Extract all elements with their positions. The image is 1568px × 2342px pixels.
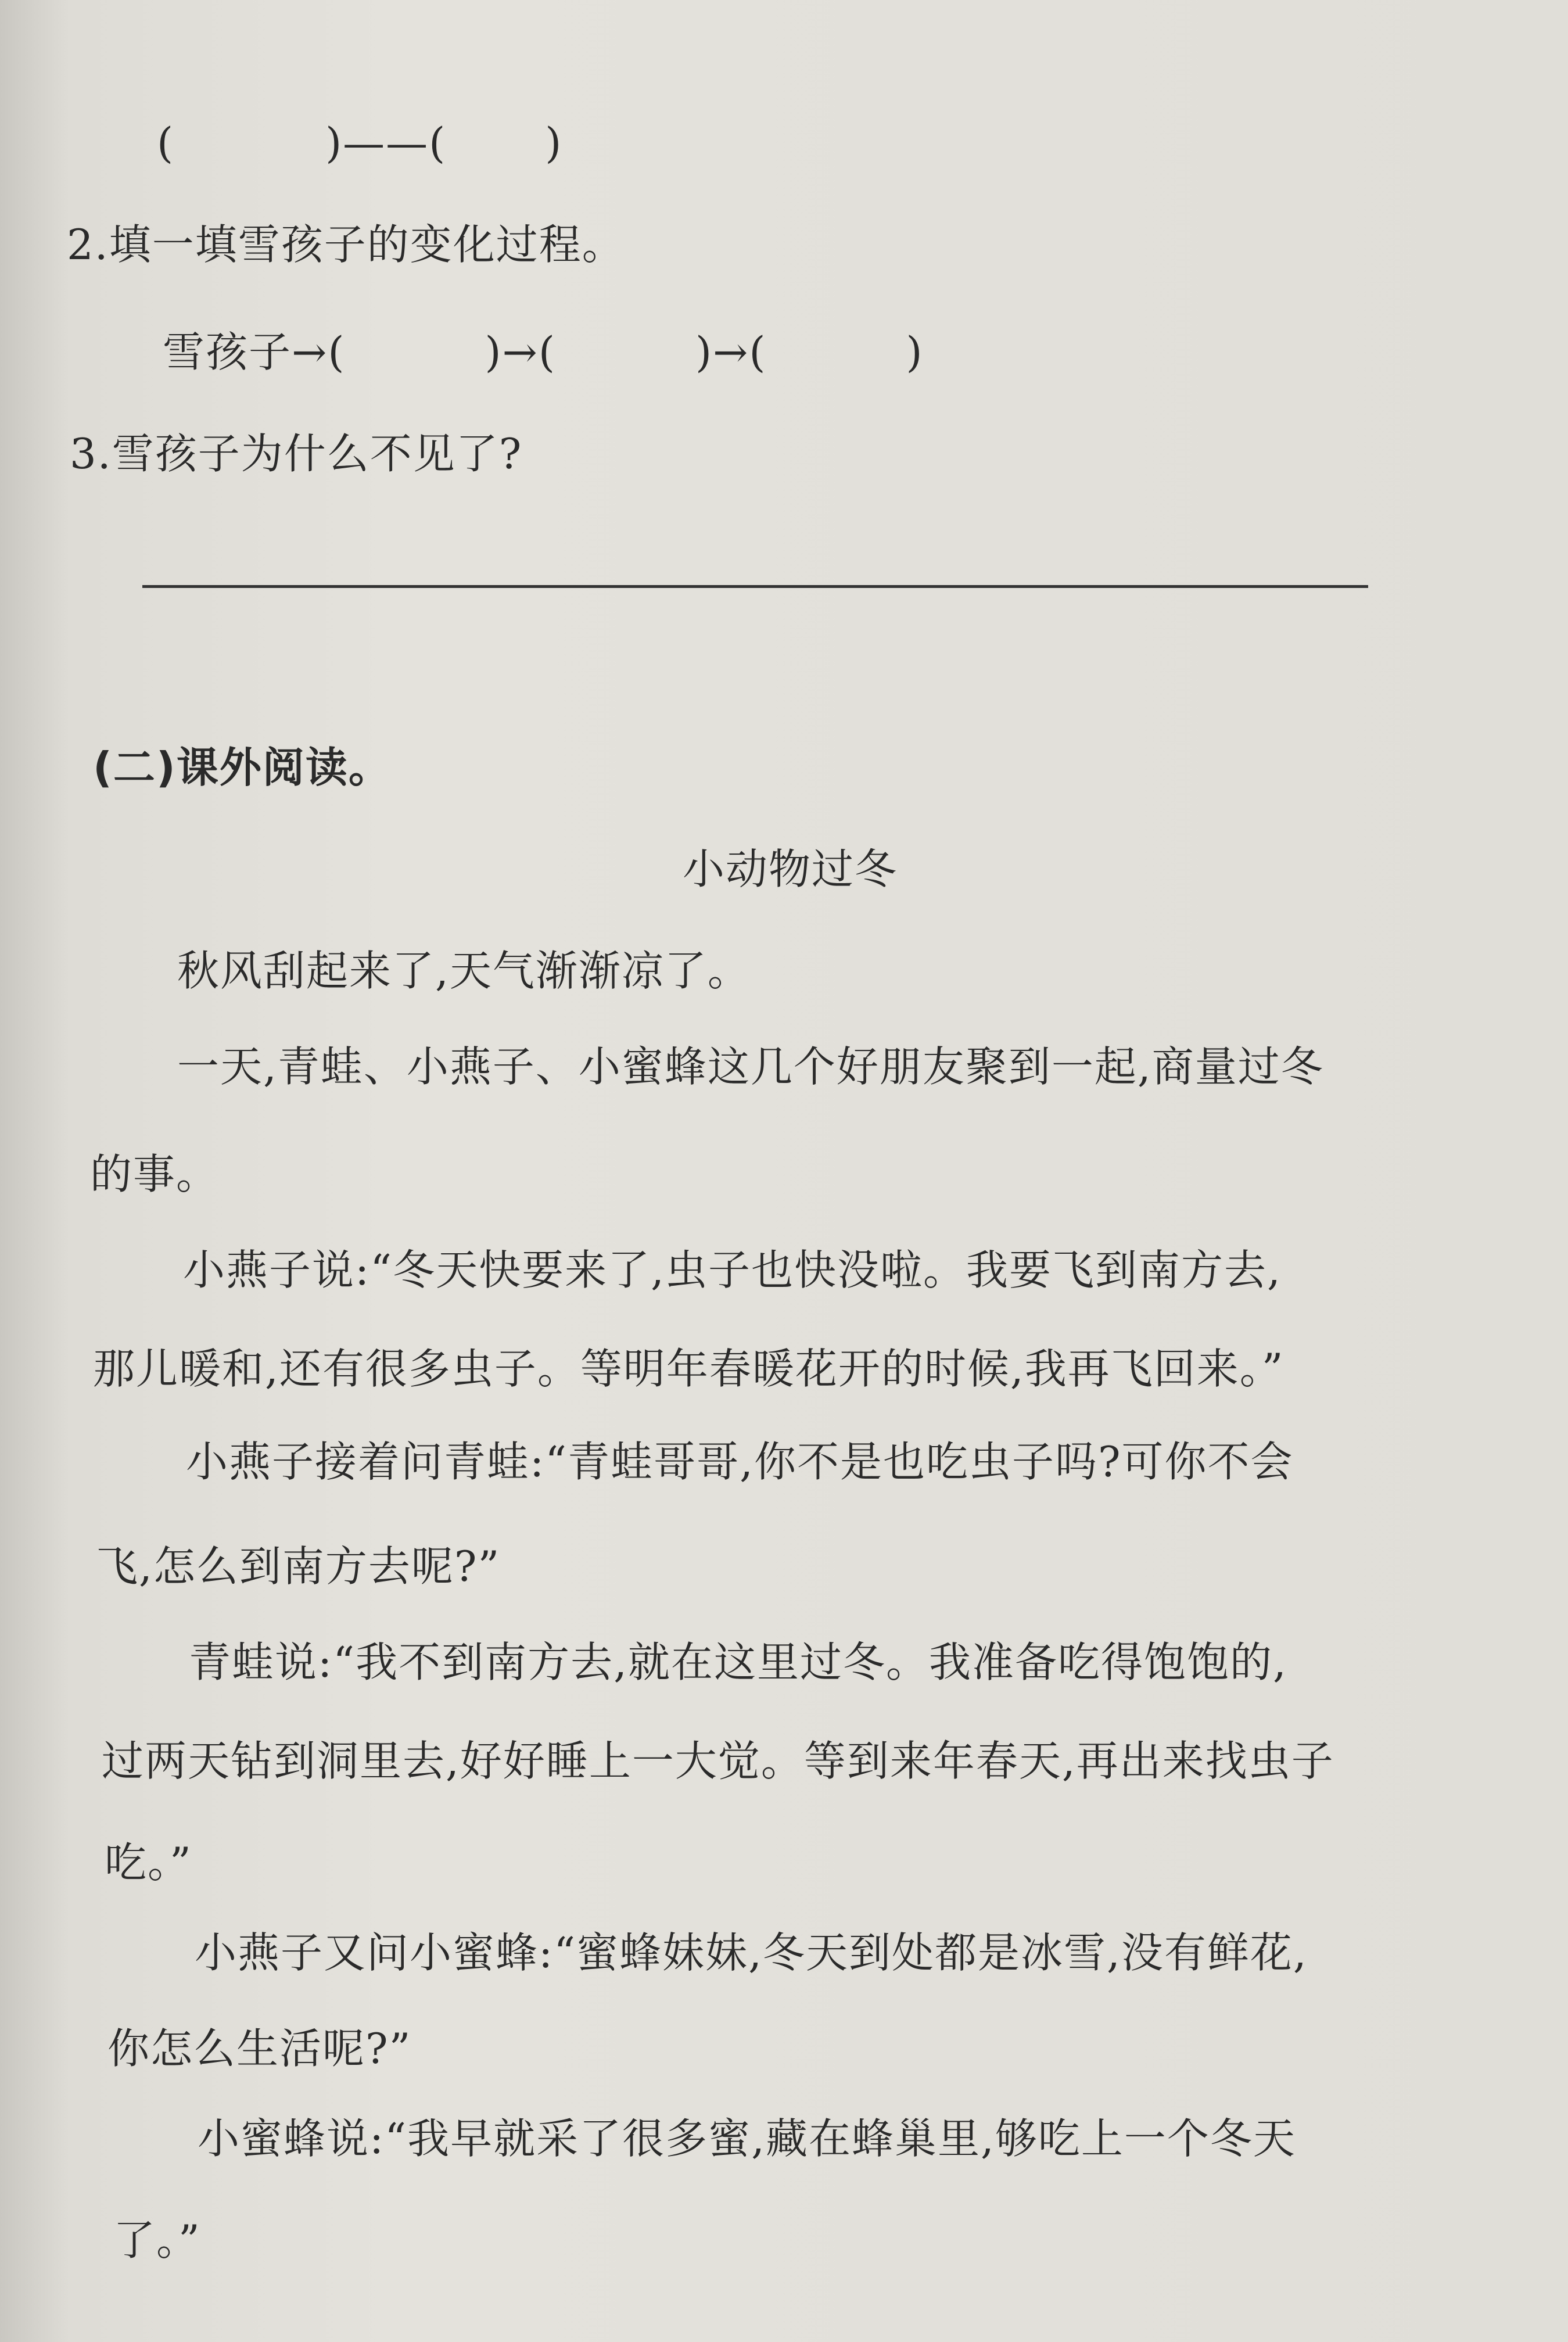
story-line: 小燕子又问小蜜蜂:“蜜蜂妹妹,冬天到处都是冰雪,没有鲜花, <box>195 1928 1308 1977</box>
story-line: 小燕子接着问青蛙:“青蛙哥哥,你不是也吃虫子吗?可你不会 <box>186 1437 1294 1486</box>
story-line: 飞,怎么到南方去呢?” <box>96 1542 501 1591</box>
dash-connector: )——( <box>325 119 447 167</box>
bleed-through-text <box>691 131 729 184</box>
story-line: 小燕子说:“冬天快要来了,虫子也快没啦。我要飞到南方去, <box>183 1246 1282 1294</box>
blank-2-open: ( <box>538 328 556 376</box>
process-start: 雪孩子 <box>163 328 292 376</box>
section-title: (二)课外阅读。 <box>93 743 392 792</box>
arrow-icon: → <box>292 328 328 376</box>
answer-line[interactable] <box>142 585 1368 588</box>
close-paren: ) <box>545 119 563 167</box>
story-line: 秋风刮起来了,天气渐渐凉了。 <box>177 946 751 995</box>
story-line: 了。” <box>113 2216 201 2265</box>
blank-3-close: ) <box>906 328 924 376</box>
arrow-icon: → <box>713 328 749 376</box>
top-blank-line <box>157 119 563 167</box>
blank-2-close: ) <box>695 328 713 376</box>
story-line: 那儿暖和,还有很多虫子。等明年春暖花开的时候,我再飞回来。” <box>93 1344 1284 1393</box>
story-line: 吃。” <box>105 1838 192 1887</box>
story-title: 小动物过冬 <box>683 845 898 894</box>
blank-3-open: ( <box>749 328 767 376</box>
question-2: 2.填一填雪孩子的变化过程。 <box>67 220 625 269</box>
story-line: 一天,青蛙、小燕子、小蜜蜂这几个好朋友聚到一起,商量过冬 <box>177 1042 1324 1091</box>
story-line: 你怎么生活呢?” <box>107 2024 412 2073</box>
story-line: 过两天钻到洞里去,好好睡上一大觉。等到来年春天,再出来找虫子 <box>102 1737 1334 1785</box>
arrow-icon: → <box>502 328 539 376</box>
question-3: 3.雪孩子为什么不见了? <box>70 429 523 478</box>
story-line: 的事。 <box>90 1150 220 1199</box>
story-line: 青蛙说:“我不到南方去,就在这里过冬。我准备吃得饱饱的, <box>189 1638 1287 1687</box>
open-paren: ( <box>157 119 175 167</box>
snow-child-process <box>163 328 924 376</box>
story-line: 小蜜蜂说:“我早就采了很多蜜,藏在蜂巢里,够吃上一个冬天 <box>198 2114 1296 2163</box>
blank-1-open: ( <box>328 328 346 376</box>
blank-1-close: ) <box>485 328 503 376</box>
